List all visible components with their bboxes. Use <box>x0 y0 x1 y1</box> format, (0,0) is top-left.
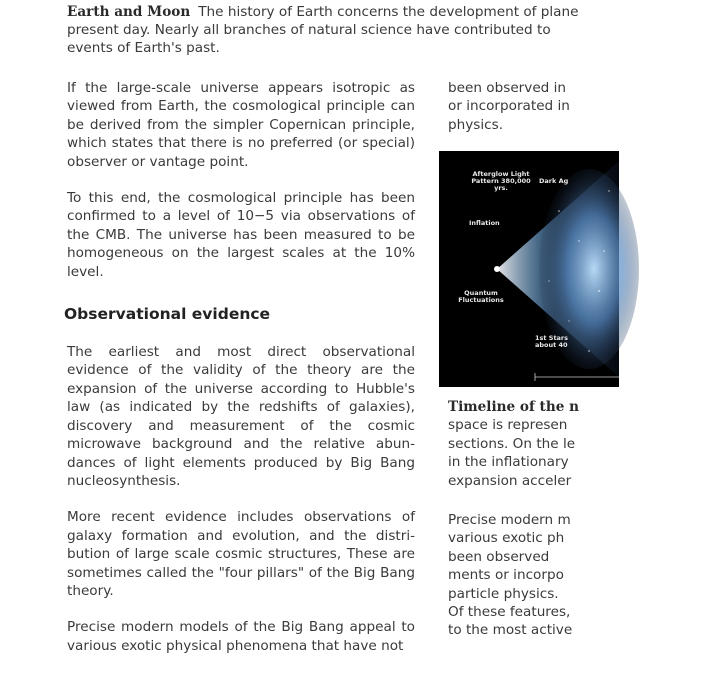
paragraph-precise-models: Precise modern models of the Big Bang appeal to various exotic physical phenomena that have not <box>67 619 415 654</box>
figure-caption <box>448 398 708 490</box>
caption-line: space is represen <box>448 417 568 434</box>
caption-title: Timeline of the n <box>448 399 579 415</box>
right-line: particle physics. <box>448 585 559 602</box>
paragraph-recent-evidence: More recent evidence includes observations of galaxy formation and evolution, and the distri-bution of large scale cosmic structures, These are sometimes called the "four pillars" of the Big Bang theory. <box>67 509 415 599</box>
right-column-top <box>448 79 708 134</box>
label-first-stars: 1st Stars about 40 <box>535 334 569 349</box>
right-line: or incorporated in <box>448 98 570 115</box>
right-line: Precise modern m <box>448 512 571 528</box>
intro-line-3: events of Earth's past. <box>67 40 220 56</box>
right-line: various exotic ph <box>448 530 565 547</box>
timeline-figure <box>439 151 619 387</box>
intro-block <box>67 3 667 57</box>
right-line: physics. <box>448 116 504 133</box>
paragraph-isotropic: If the large-scale universe appears isotropic as viewed from Earth, the cosmological principle can be derived from the simpler Copernican principle, which states that there is no preferred (or special) observer or vantage point. <box>67 80 415 170</box>
caption-line: expansion acceler <box>448 472 572 489</box>
right-line: to the most active <box>448 622 573 639</box>
origin-point <box>494 266 500 272</box>
label-quantum-fluctuations: Quantum Fluctuations <box>458 289 504 304</box>
right-line: Of these features, <box>448 604 571 621</box>
caption-line: sections. On the le <box>448 435 576 452</box>
right-line: been observed <box>448 548 550 565</box>
paragraph-cosmological-principle: To this end, the cosmological principle has been confirmed to a level of 10−5 via observations of the CMB. The universe has been measured to be homogeneous on the largest scales at the 10% level. <box>67 190 415 280</box>
caption-line: in the inflationary <box>448 454 569 471</box>
label-inflation: Inflation <box>469 219 500 227</box>
label-dark-ages: Dark Ag <box>539 177 569 185</box>
section-heading: Observational evidence <box>64 305 271 324</box>
intro-line-1 <box>67 3 667 21</box>
right-line: been observed in <box>448 80 567 96</box>
intro-line-2: present day. Nearly all branches of natural science have contributed to <box>67 22 551 38</box>
right-line: ments or incorpo <box>448 567 564 584</box>
left-column <box>64 79 415 673</box>
label-afterglow: Afterglow Light Pattern 380,000 yrs. <box>471 170 531 192</box>
intro-heading: Earth and Moon <box>67 4 191 20</box>
intro-text-1: The history of Earth concerns the development of plane <box>198 4 579 20</box>
right-column-lower <box>448 511 708 640</box>
paragraph-earliest-evidence: The earliest and most direct observational evidence of the validity of the theory are the expansion of the universe according to Hubble's law (as indicated by the redshifts of galaxies), discovery and measurement of the cosmic microwave background and the relative abun-dances of light elements produced by Big Bang nucleosynthesis. <box>67 344 415 489</box>
